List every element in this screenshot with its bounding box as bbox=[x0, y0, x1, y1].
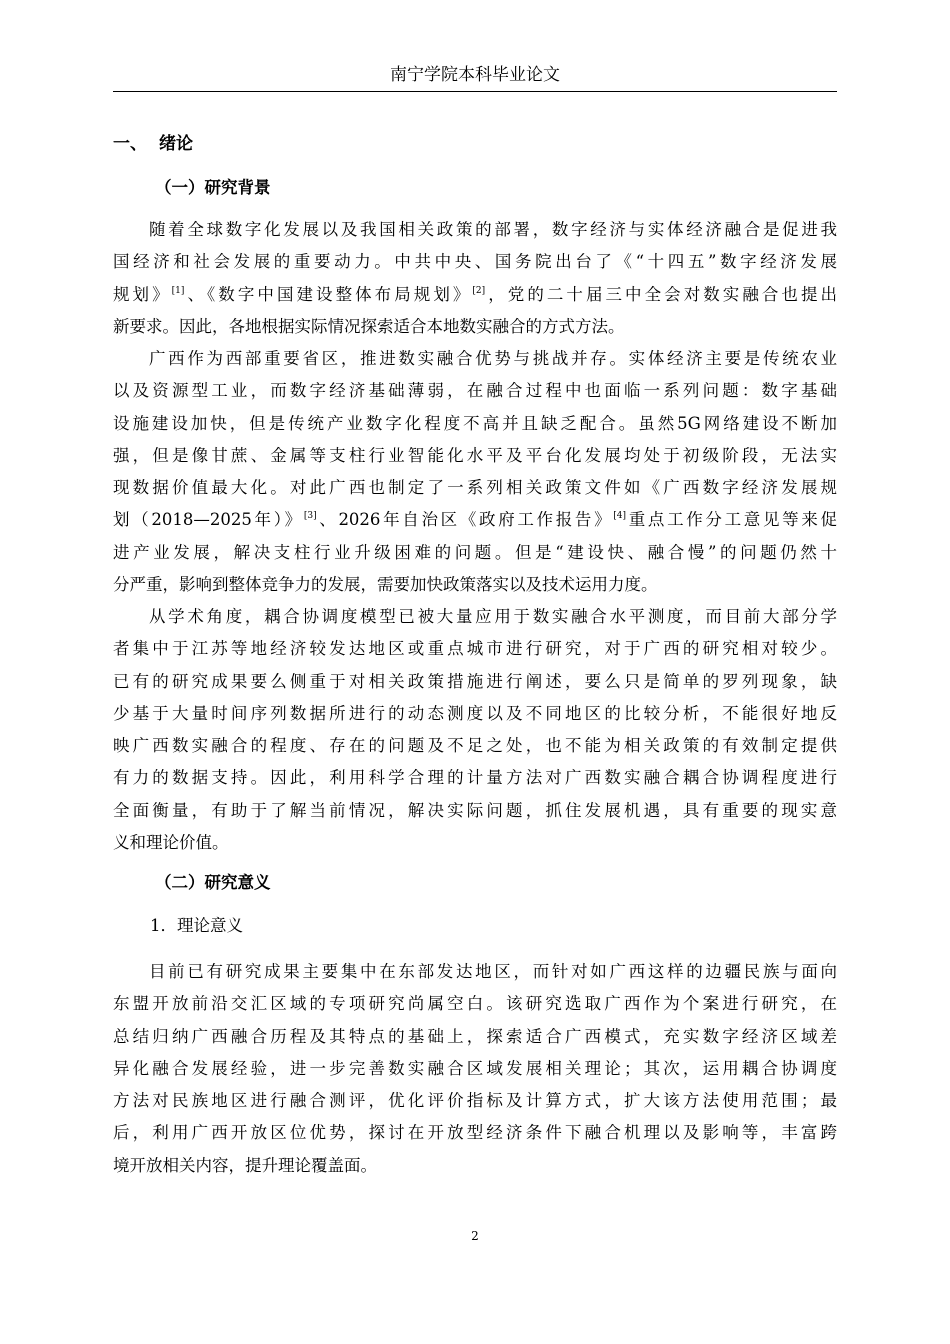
text-line: 随着全球数字化发展以及我国相关政策的部署，数字经济与实体经济融合是促进我 bbox=[149, 220, 837, 239]
text-line: 有力的数据支持。因此，利用科学合理的计量方法对广西数实融合耦合协调程度进行 bbox=[113, 768, 837, 788]
citation-ref: [3] bbox=[303, 511, 317, 522]
text-run: 、《数字中国建设整体布局规划》 bbox=[184, 284, 473, 304]
subsection-heading-background: （一）研究背景 bbox=[155, 178, 271, 197]
text-line: 后，利用广西开放区位优势，探讨在开放型经济条件下融合机理以及影响等，丰富跨 bbox=[113, 1123, 837, 1143]
text-line: 广西作为西部重要省区，推进数实融合优势与挑战并存。实体经济主要是传统农业 bbox=[149, 349, 837, 368]
text-line: 新要求。因此，各地根据实际情况探索适合本地数实融合的方式方法。 bbox=[113, 316, 625, 336]
text-line: 国经济和社会发展的重要动力。中共中央、国务院出台了《“十四五”数字经济发展 bbox=[113, 252, 837, 272]
text-line: 进产业发展，解决支柱行业升级困难的问题。但是“建设快、融合慢”的问题仍然十 bbox=[113, 542, 837, 562]
text-line: 从学术角度，耦合协调度模型已被大量应用于数实融合水平测度，而目前大部分学 bbox=[149, 607, 837, 626]
citation-ref: [1] bbox=[171, 285, 185, 296]
text-line: 分严重，影响到整体竞争力的发展，需要加快政策落实以及技术运用力度。 bbox=[113, 575, 658, 595]
page-number: 2 bbox=[471, 1229, 479, 1243]
paragraph-theory bbox=[113, 956, 837, 1182]
text-line bbox=[113, 504, 837, 536]
text-run: 划（2018—2025年）》 bbox=[113, 510, 304, 530]
paragraph-background-2 bbox=[113, 343, 837, 601]
text-line: 者集中于江苏等地经济较发达地区或重点城市进行研究，对于广西的研究相对较少。 bbox=[113, 639, 837, 659]
text-line bbox=[113, 279, 837, 311]
header-title: 南宁学院本科毕业论文 bbox=[390, 65, 560, 85]
text-line: 已有的研究成果要么侧重于对相关政策措施进行阐述，要么只是简单的罗列现象，缺 bbox=[113, 671, 837, 691]
text-line: 义和理论价值。 bbox=[113, 833, 229, 853]
text-line: 设施建设加快，但是传统产业数字化程度不高并且缺乏配合。虽然5G网络建设不断加 bbox=[113, 413, 837, 433]
text-line: 强，但是像甘蔗、金属等支柱行业智能化水平及平台化发展均处于初级阶段，无法实 bbox=[113, 445, 837, 465]
text-line: 少基于大量时间序列数据所进行的动态测度以及不同地区的比较分析，不能很好地反 bbox=[113, 703, 837, 723]
text-line: 异化融合发展经验，进一步完善数实融合区域发展相关理论；其次，运用耦合协调度 bbox=[113, 1058, 837, 1078]
text-line: 目前已有研究成果主要集中在东部发达地区，而针对如广西这样的边疆民族与面向 bbox=[149, 962, 837, 981]
section-title: 绪论 bbox=[159, 134, 193, 154]
header-rule bbox=[113, 91, 837, 92]
paragraph-background-3 bbox=[113, 601, 837, 859]
text-run: ，党的二十届三中全会对数实融合也提出 bbox=[485, 284, 838, 304]
text-line: 映广西数实融合的程度、存在的问题及不足之处，也不能为相关政策的有效制定提供 bbox=[113, 736, 837, 756]
page-header bbox=[113, 62, 837, 88]
text-line: 全面衡量，有助于了解当前情况，解决实际问题，抓住发展机遇，具有重要的现实意 bbox=[113, 800, 837, 820]
text-line: 以及资源型工业，而数字经济基础薄弱，在融合过程中也面临一系列问题：数字基础 bbox=[113, 381, 837, 401]
subsection-heading-significance: （二）研究意义 bbox=[155, 873, 271, 892]
text-line: 现数据价值最大化。对此广西也制定了一系列相关政策文件如《广西数字经济发展规 bbox=[113, 478, 837, 498]
text-line: 方法对民族地区进行融合测评，优化评价指标及计算方式，扩大该方法使用范围；最 bbox=[113, 1091, 837, 1111]
citation-ref: [2] bbox=[472, 285, 486, 296]
paragraph-background-1 bbox=[113, 214, 837, 343]
text-run: 规划》 bbox=[113, 284, 172, 304]
text-run: 、2026年自治区《政府工作报告》 bbox=[316, 510, 614, 530]
text-line: 东盟开放前沿交汇区域的专项研究尚属空白。该研究选取广西作为个案进行研究，在 bbox=[113, 994, 837, 1014]
section-heading bbox=[113, 128, 193, 160]
text-line: 总结归纳广西融合历程及其特点的基础上，探索适合广西模式，充实数字经济区域差 bbox=[113, 1026, 837, 1046]
section-number: 一、 bbox=[113, 134, 147, 154]
citation-ref: [4] bbox=[613, 511, 627, 522]
text-run: 重点工作分工意见等来促 bbox=[626, 510, 838, 530]
subsubsection-heading-theory: 1．理论意义 bbox=[150, 916, 243, 935]
text-line: 境开放相关内容，提升理论覆盖面。 bbox=[113, 1155, 377, 1175]
